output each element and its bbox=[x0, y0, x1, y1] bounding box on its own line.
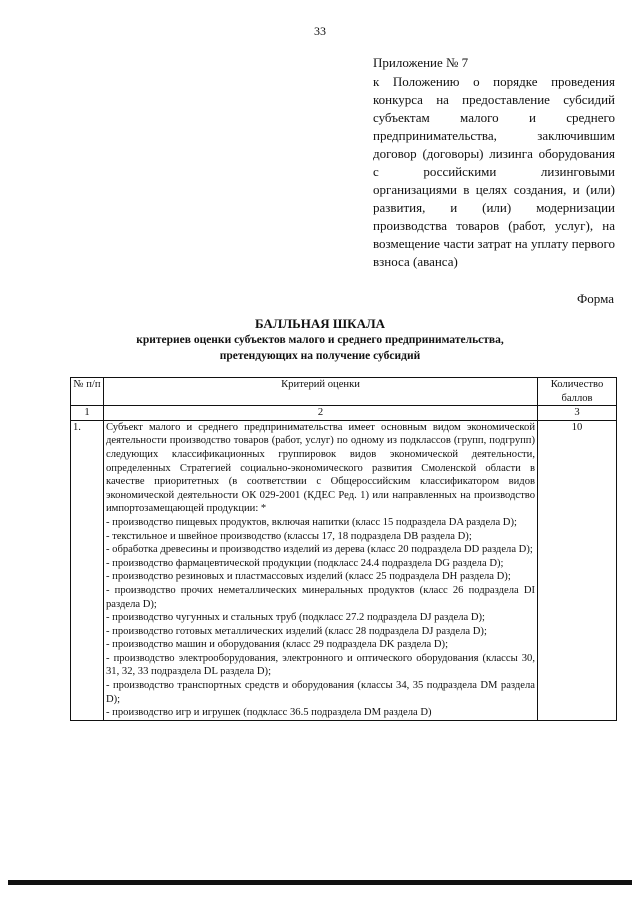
criterion-item: - производство чугунных и стальных труб (подкласс 27.2 подраздела DJ раздела D); bbox=[106, 612, 486, 624]
header-points: Количество баллов bbox=[538, 378, 617, 406]
criterion-item: - производство готовых металлических изделий (класс 28 подраздела DJ раздела D); bbox=[106, 625, 487, 637]
criterion-item: - производство электрооборудования, электронного и оптического оборудования (классы 30, 31, 32, 33 подраздела DL раздела D); bbox=[106, 652, 535, 678]
criterion-item: - текстильное и швейное производство (классы 17, 18 подраздела DB раздела D); bbox=[106, 530, 472, 542]
table-header-row bbox=[71, 378, 617, 406]
criterion-item: - производство пищевых продуктов, включая напитки (класс 15 подраздела DA раздела D); bbox=[106, 516, 517, 528]
table-column-numbers-row bbox=[71, 406, 617, 421]
page-number: 33 bbox=[314, 24, 326, 38]
criterion-intro: Субъект малого и среднего предпринимательства имеет основным видом экономической деятельности производство товаров (работ, услуг) по одному из подклассов (групп, подгрупп) следующих классификационных группировок видов экономической деятельности, определенных Стратегией социально-экономического развития Смоленской области в качестве приоритетных (в соответствии с Общероссийским классификатором видов экономической деятельности ОК 029-2001 (КДЕС Ред. 1) или направленных на производство импортозамещающей продукции: * bbox=[106, 421, 535, 515]
column-number-2: 2 bbox=[104, 406, 538, 421]
column-number-1: 1 bbox=[71, 406, 104, 421]
form-label: Форма bbox=[577, 291, 614, 306]
appendix-block bbox=[373, 54, 615, 271]
bottom-rule bbox=[8, 880, 632, 885]
heading-subtitle-2: претендующих на получение субсидий bbox=[219, 350, 421, 362]
heading-title: БАЛЛЬНАЯ ШКАЛА bbox=[254, 316, 386, 331]
row-points: 10 bbox=[538, 420, 617, 720]
table-row bbox=[71, 420, 617, 720]
heading-subtitle-1: критериев оценки субъектов малого и среднего предпринимательства, bbox=[136, 334, 504, 346]
criterion-item: - производство фармацевтической продукции (подкласс 24.4 подраздела DG раздела D); bbox=[106, 557, 504, 569]
criteria-table bbox=[70, 377, 617, 721]
row-number: 1. bbox=[71, 420, 104, 720]
appendix-body: к Положению о порядке проведения конкурса на предоставление субсидий субъектам малого и среднего предпринимательства, заключившим договор (договоры) лизинга оборудования с российскими лизинговыми организациями в целях создания, и (или) развития, и (или) модернизации производства товаров (работ, услуг), на возмещение части затрат на уплату первого взноса (аванса) bbox=[373, 74, 615, 269]
header-number: № п/п bbox=[71, 378, 104, 406]
criterion-item: - производство резиновых и пластмассовых изделий (класс 25 подраздела DH раздела D); bbox=[106, 571, 511, 583]
criterion-item: - обработка древесины и производство изделий из дерева (класс 20 подраздела DD раздела D); bbox=[106, 544, 533, 556]
criterion-item: - производство игр и игрушек (подкласс 36.5 подраздела DM раздела D) bbox=[106, 707, 432, 719]
criterion-item: - производство прочих неметаллических минеральных продуктов (класс 26 подраздела DI раздела D); bbox=[106, 584, 535, 610]
criterion-item: - производство транспортных средств и оборудования (классы 34, 35 подраздела DM раздела D); bbox=[106, 680, 535, 705]
document-heading bbox=[60, 316, 580, 364]
criterion-item: - производство машин и оборудования (класс 29 подраздела DK раздела D); bbox=[106, 639, 449, 651]
appendix-title: Приложение № 7 bbox=[373, 55, 469, 70]
column-number-3: 3 bbox=[538, 406, 617, 421]
row-criterion bbox=[104, 420, 538, 720]
header-criterion: Критерий оценки bbox=[104, 378, 538, 406]
